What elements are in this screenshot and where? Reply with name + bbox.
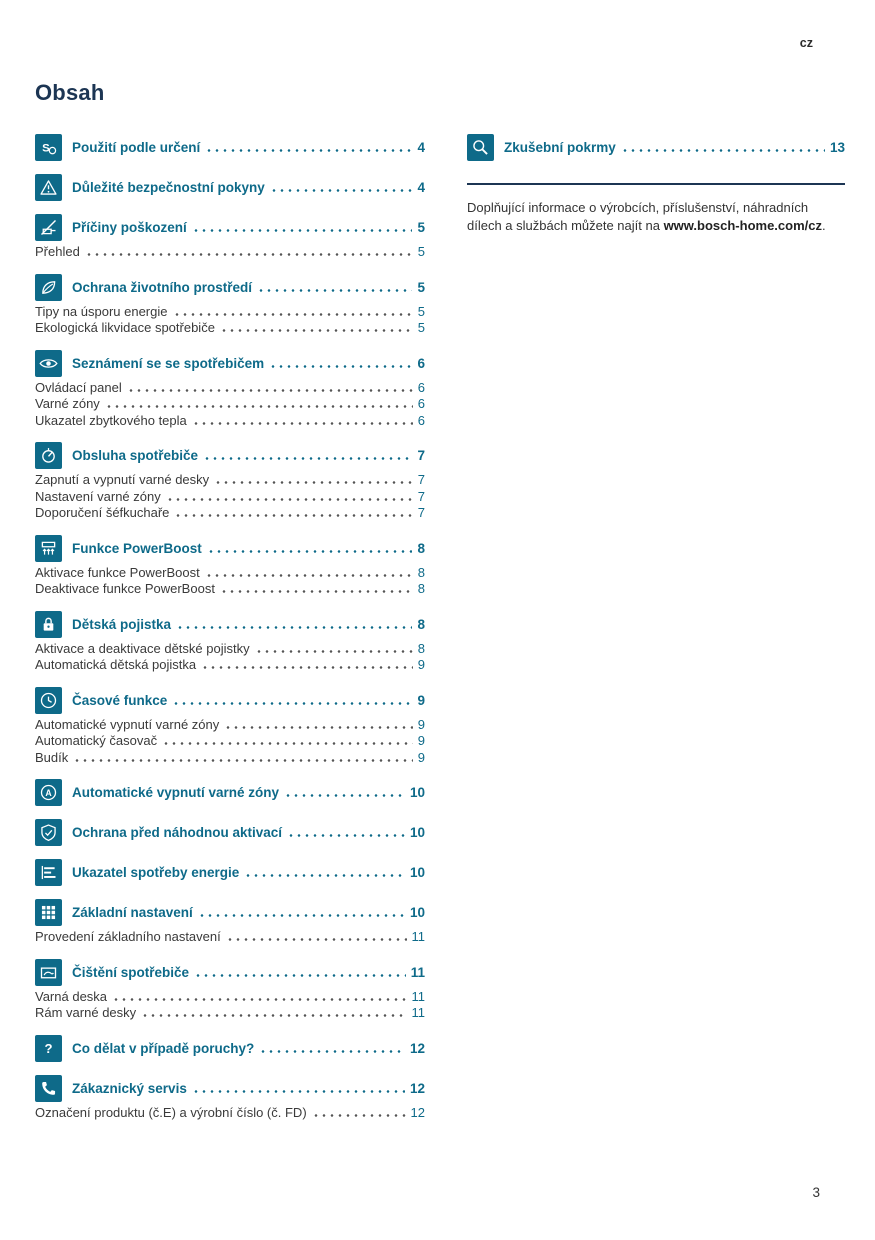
toc-section-header [467, 134, 845, 161]
toc-section [35, 819, 425, 846]
toc-section-page: 5 [417, 279, 425, 295]
toc-columns [35, 134, 845, 1121]
toc-subentry [35, 989, 425, 1006]
toc-subentry-title: Doporučení šéfkuchaře [35, 505, 170, 520]
toc-section [35, 687, 425, 767]
toc-subentry-page: 8 [417, 564, 425, 580]
toc-section-title: Automatické vypnutí varné zóny [72, 785, 280, 800]
toc-subentry [35, 320, 425, 337]
toc-section-line [504, 140, 845, 155]
dot-leader [207, 549, 413, 553]
toc-section-page: 5 [417, 220, 425, 235]
toc-subentry-page: 7 [417, 505, 425, 520]
toc-section-page: 13 [829, 140, 845, 155]
toc-section-page: 8 [417, 540, 425, 556]
toc-section-line [72, 785, 425, 800]
toc-subentry-page: 6 [417, 379, 425, 395]
toc-section-header [35, 779, 425, 806]
dot-leader [226, 937, 407, 941]
toc-section-line [72, 865, 425, 880]
toc-section-page: 12 [409, 1080, 425, 1096]
toc-subentry-title: Ovládací panel [35, 379, 122, 395]
toc-subentry-page: 9 [417, 657, 425, 672]
toc-subentry [35, 1105, 425, 1122]
dot-leader [127, 388, 413, 392]
toc-section-header [35, 611, 425, 638]
toc-section-title: Dětská pojistka [72, 616, 172, 632]
powerboost-icon [35, 535, 62, 562]
note-url: www.bosch-home.com/cz [663, 217, 822, 233]
toc-subentry-page: 7 [417, 472, 425, 487]
svg-text:A: A [45, 788, 52, 798]
intended-use-icon [35, 134, 62, 161]
eye-icon [35, 350, 62, 377]
dot-leader [112, 997, 406, 1001]
toc-subentry-page: 8 [417, 640, 425, 656]
toc-section-page: 11 [410, 964, 425, 980]
toc-subentry [35, 304, 425, 321]
toc-section [35, 274, 425, 337]
damage-icon [35, 214, 62, 241]
toc-subentry-title: Aktivace a deaktivace dětské pojistky [35, 640, 250, 656]
toc-subentry [35, 505, 425, 522]
dot-leader [255, 649, 413, 653]
toc-subentry-page: 11 [411, 1005, 425, 1020]
page-title: Obsah [35, 80, 105, 105]
dot-leader [205, 148, 412, 152]
toc-subentry-title: Přehled [35, 244, 80, 259]
dot-leader [621, 148, 825, 152]
toc-section-page: 4 [417, 140, 425, 155]
toc-section-header [35, 274, 425, 301]
toc-section-page: 6 [417, 355, 425, 371]
toc-section-header [35, 214, 425, 241]
wipe-protection-icon [35, 819, 62, 846]
dot-leader [287, 833, 405, 837]
clock-icon [35, 687, 62, 714]
toc-subentry [35, 472, 425, 489]
toc-section-page: 9 [417, 692, 425, 708]
toc-section [35, 779, 425, 806]
dot-leader [220, 589, 413, 593]
dot-leader [192, 1089, 405, 1093]
toc-section-header [35, 859, 425, 886]
toc-subentry-page: 6 [417, 396, 425, 411]
toc-subentry-title: Označení produktu (č.E) a výrobní číslo (č. FD) [35, 1104, 307, 1120]
toc-section-title: Co dělat v případě poruchy? [72, 1040, 255, 1056]
toc-subentry [35, 717, 425, 734]
dot-leader [224, 725, 413, 729]
test-dishes-icon [467, 134, 494, 161]
dot-leader [173, 312, 413, 316]
dot-leader [194, 973, 406, 977]
toc-subentry [35, 581, 425, 598]
dot-leader [141, 1013, 406, 1017]
toc-left-column [35, 134, 425, 1121]
toc-section [35, 1035, 425, 1062]
toc-subentry-page: 9 [417, 749, 425, 765]
toc-section [35, 859, 425, 886]
toc-section-title: Základní nastavení [72, 905, 193, 920]
toc-section-line [72, 356, 425, 371]
dot-leader [172, 701, 412, 705]
toc-section-line [72, 617, 425, 632]
toc-subentry-title: Ekologická likvidace spotřebiče [35, 320, 215, 335]
toc-section-page: 10 [409, 905, 425, 920]
toc-section-title: Čištění spotřebiče [72, 964, 190, 980]
toc-subentry-title: Automatická dětská pojistka [35, 657, 197, 672]
operation-icon [35, 442, 62, 469]
toc-section [35, 899, 425, 946]
toc-section-page: 10 [409, 785, 425, 800]
toc-section-title: Příčiny poškození [72, 220, 187, 235]
toc-section-page: 7 [417, 448, 425, 463]
toc-subentry [35, 750, 425, 767]
toc-section-page: 12 [409, 1040, 425, 1056]
locale-tag: cz [799, 36, 813, 50]
toc-section [35, 214, 425, 261]
toc-subentry-title: Varné zóny [35, 396, 100, 411]
toc-subentry [35, 396, 425, 413]
toc-subentry [35, 1005, 425, 1022]
toc-section [35, 174, 425, 201]
toc-section [35, 350, 425, 430]
toc-section-line [72, 541, 425, 556]
toc-section-title: Ochrana před náhodnou aktivací [72, 825, 283, 840]
svg-text:S: S [42, 142, 50, 155]
toc-right-entries [467, 134, 845, 161]
toc-subentry-page: 11 [411, 988, 425, 1004]
toc-subentry-page: 9 [417, 733, 425, 748]
toc-section-header [35, 174, 425, 201]
toc-subentry-page: 11 [411, 929, 425, 944]
settings-icon [35, 899, 62, 926]
toc-subentry-title: Zapnutí a vypnutí varné desky [35, 472, 210, 487]
dot-leader [269, 364, 412, 368]
dot-leader [174, 513, 412, 517]
dot-leader [214, 480, 413, 484]
toc-subentry-title: Provedení základního nastavení [35, 929, 221, 944]
toc-section-line [72, 693, 425, 708]
dot-leader [192, 421, 413, 425]
page-number: 3 [812, 1185, 820, 1200]
toc-section-line [72, 448, 425, 463]
toc-subentry-title: Ukazatel zbytkového tepla [35, 412, 187, 428]
info-note [467, 199, 839, 234]
divider-rule [467, 183, 845, 185]
dot-leader [270, 188, 413, 192]
toc-section-line [72, 280, 425, 295]
child-lock-icon [35, 611, 62, 638]
toc-subentry-title: Aktivace funkce PowerBoost [35, 564, 200, 580]
toc-section-title: Seznámení se se spotřebičem [72, 355, 265, 371]
toc-section-title: Obsluha spotřebiče [72, 448, 199, 463]
dot-leader [162, 741, 413, 745]
toc-section-page: 8 [417, 616, 425, 632]
toc-section-header [35, 1075, 425, 1102]
dot-leader [220, 328, 413, 332]
dot-leader [244, 873, 405, 877]
toc-subentry-page: 7 [417, 488, 425, 504]
toc-section-line [72, 1041, 425, 1056]
toc-subentry-title: Tipy na úsporu energie [35, 303, 168, 319]
energy-icon [35, 859, 62, 886]
toc-section [35, 442, 425, 522]
toc-subentry [35, 929, 425, 946]
toc-subentry [35, 244, 425, 261]
dot-leader [85, 252, 413, 256]
toc-section-header [35, 1035, 425, 1062]
toc-subentry-title: Deaktivace funkce PowerBoost [35, 581, 215, 596]
toc-section-header [35, 819, 425, 846]
dot-leader [312, 1113, 406, 1117]
toc-subentry [35, 380, 425, 397]
toc-subentry [35, 657, 425, 674]
toc-section-page: 4 [417, 180, 425, 195]
toc-subentry [35, 565, 425, 582]
toc-subentry-title: Automatický časovač [35, 733, 158, 748]
toc-section [35, 959, 425, 1022]
toc-section [35, 611, 425, 674]
dot-leader [73, 758, 413, 762]
toc-subentry-title: Varná deska [35, 988, 108, 1004]
toc-section-page: 10 [409, 865, 425, 880]
toc-subentry-page: 6 [417, 412, 425, 428]
toc-section-title: Zkušební pokrmy [504, 140, 616, 155]
toc-section-line [72, 180, 425, 195]
toc-section-header [35, 350, 425, 377]
environment-icon [35, 274, 62, 301]
toc-section-header [35, 535, 425, 562]
dot-leader [166, 497, 413, 501]
toc-section-header [35, 687, 425, 714]
safety-icon [35, 174, 62, 201]
toc-subentry-page: 8 [417, 581, 425, 596]
dot-leader [198, 913, 405, 917]
auto-off-icon [35, 779, 62, 806]
dot-leader [201, 665, 413, 669]
toc-subentry [35, 413, 425, 430]
toc-section-header [35, 899, 425, 926]
toc-section [35, 1075, 425, 1122]
toc-subentry-title: Budík [35, 749, 69, 765]
toc-section-line [72, 220, 425, 235]
dot-leader [192, 228, 413, 232]
toc-section [467, 134, 845, 161]
toc-section [35, 535, 425, 598]
trouble-icon [35, 1035, 62, 1062]
note-text: Doplňující informace o výrobcích, příslušenství, náhradních dílech a službách můžete najít na [467, 200, 809, 233]
toc-subentry-title: Nastavení varné zóny [35, 488, 161, 504]
toc-section-line [72, 905, 425, 920]
dot-leader [205, 573, 413, 577]
toc-subentry-page: 12 [410, 1104, 425, 1120]
note-suffix: . [822, 217, 826, 233]
toc-section-title: Časové funkce [72, 692, 168, 708]
dot-leader [203, 456, 412, 460]
toc-section-line [72, 140, 425, 155]
toc-section-title: Ochrana životního prostředí [72, 279, 253, 295]
dot-leader [105, 404, 413, 408]
toc-subentry [35, 489, 425, 506]
toc-section-header [35, 134, 425, 161]
toc-section-page: 10 [409, 825, 425, 840]
svg-text:?: ? [44, 1040, 53, 1056]
toc-section-title: Zákaznický servis [72, 1080, 187, 1096]
dot-leader [284, 793, 405, 797]
toc-section-title: Použití podle určení [72, 140, 201, 155]
toc-section [35, 134, 425, 161]
toc-subentry-page: 5 [417, 303, 425, 319]
toc-section-header [35, 959, 425, 986]
dot-leader [259, 1049, 405, 1053]
toc-subentry-page: 5 [417, 244, 425, 259]
dot-leader [176, 625, 412, 629]
toc-subentry-page: 5 [417, 320, 425, 335]
toc-subentry [35, 733, 425, 750]
toc-subentry-page: 9 [417, 716, 425, 732]
toc-section-line [72, 1081, 425, 1096]
toc-section-title: Důležité bezpečnostní pokyny [72, 180, 265, 195]
cleaning-icon [35, 959, 62, 986]
service-icon [35, 1075, 62, 1102]
toc-section-header [35, 442, 425, 469]
toc-section-line [72, 965, 425, 980]
toc-right-column [467, 134, 845, 234]
dot-leader [257, 288, 412, 292]
toc-section-line [72, 825, 425, 840]
toc-section-title: Ukazatel spotřeby energie [72, 865, 240, 880]
toc-subentry [35, 641, 425, 658]
toc-subentry-title: Rám varné desky [35, 1005, 137, 1020]
toc-subentry-title: Automatické vypnutí varné zóny [35, 716, 220, 732]
toc-section-title: Funkce PowerBoost [72, 540, 202, 556]
